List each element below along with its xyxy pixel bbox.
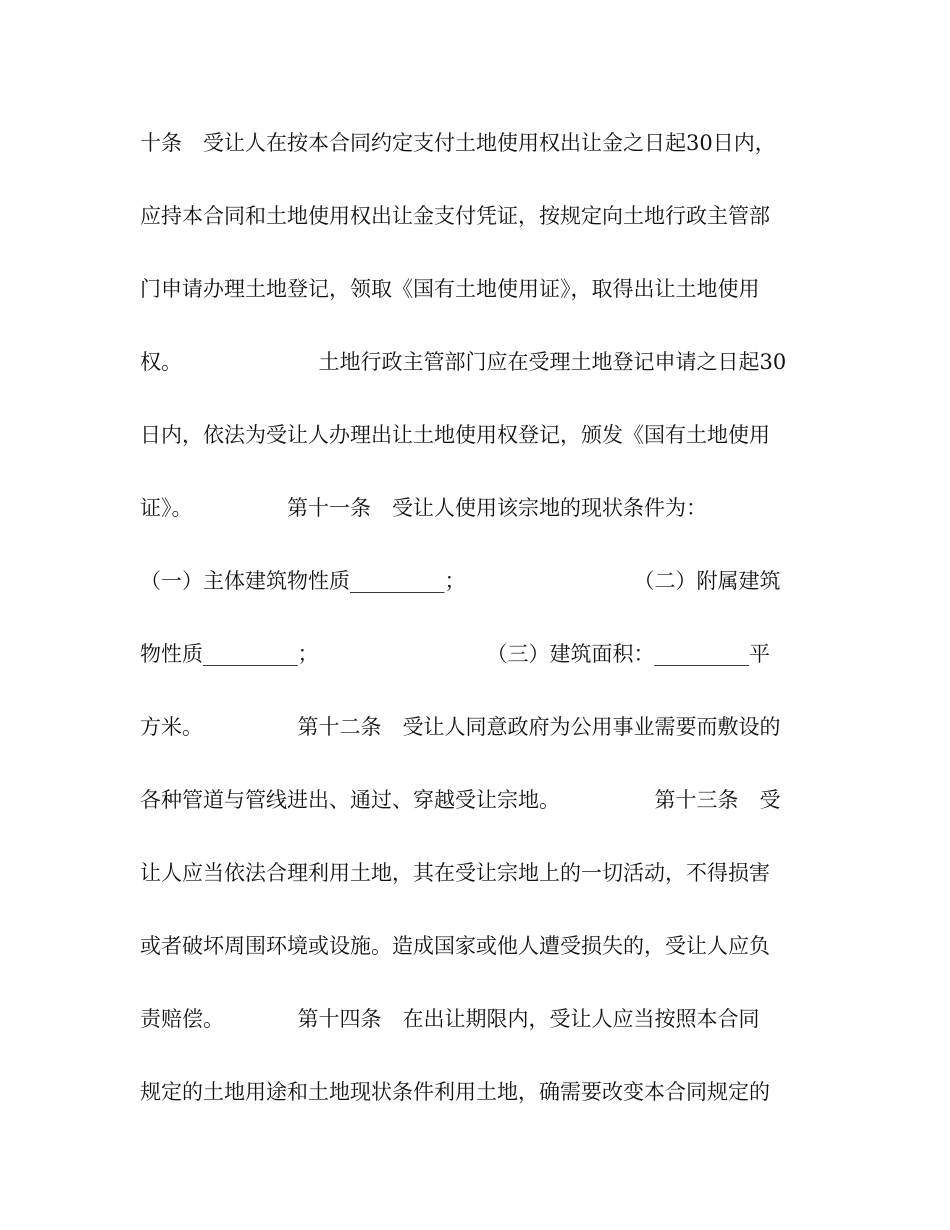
text-line: 或者破坏周围环境或设施。造成国家或他人遭受损失的，受让人应负 [140, 934, 770, 958]
text-line: 日内，依法为受让人办理出让土地使用权登记，颁发《国有土地使用 [140, 423, 770, 447]
text-line: 权。 土地行政主管部门应在受理土地登记申请之日起30 [140, 350, 787, 374]
text-line: 门申请办理土地登记，领取《国有土地使用证》，取得出让土地使用 [140, 277, 760, 301]
text-line: 方米。 第十二条 受让人同意政府为公用事业需要而敷设的 [140, 715, 781, 739]
text-line: 十条 受让人在按本合同约定支付土地使用权出让金之日起30日内， [140, 131, 776, 155]
text-line: 责赔偿。 第十四条 在出让期限内，受让人应当按照本合同 [140, 1007, 760, 1031]
text-line: 应持本合同和土地使用权出让金支付凭证，按规定向土地行政主管部 [140, 204, 770, 228]
text-line: 让人应当依法合理利用土地，其在受让宗地上的一切活动，不得损害 [140, 861, 770, 885]
text-line: 物性质_________； （三）建筑面积：_________平 [140, 642, 770, 666]
text-line: 证》。 第十一条 受让人使用该宗地的现状条件为： [140, 496, 707, 520]
text-line: （一）主体建筑物性质_________； （二）附属建筑 [140, 569, 781, 593]
text-line: 各种管道与管线进出、通过、穿越受让宗地。 第十三条 受 [140, 788, 781, 812]
text-line: 规定的土地用途和土地现状条件利用土地，确需要改变本合同规定的 [140, 1080, 770, 1104]
